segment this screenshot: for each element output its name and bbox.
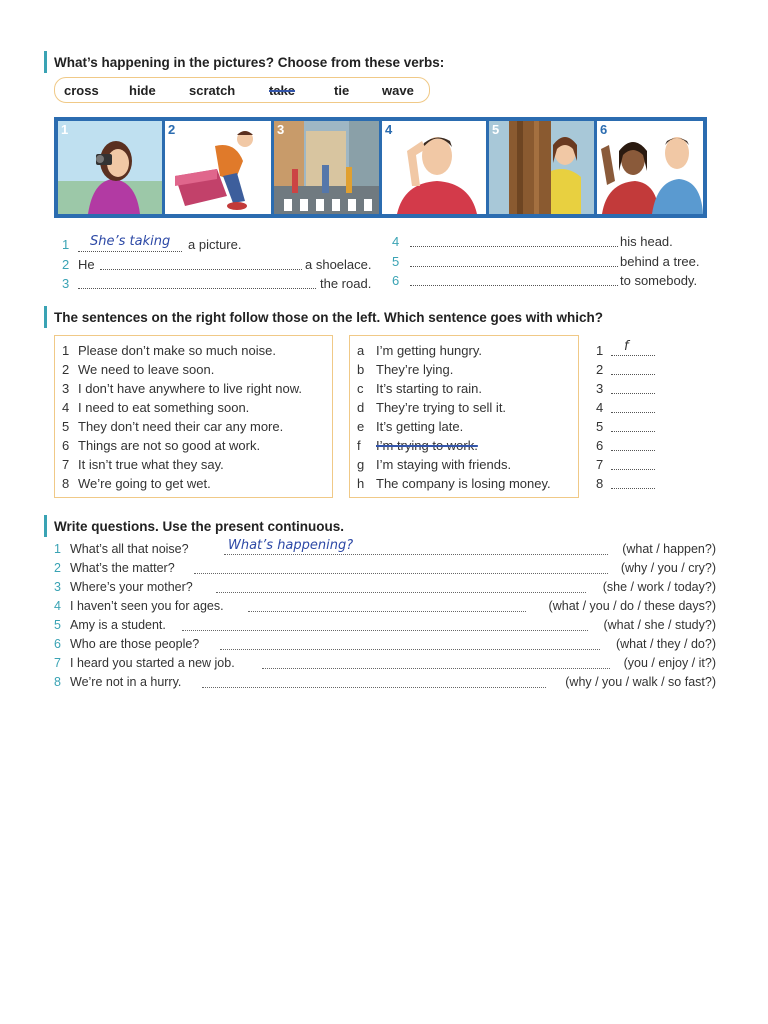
picture-number: 5 (492, 122, 500, 137)
answer-line[interactable] (220, 649, 600, 650)
sentence-number: 8 (62, 476, 70, 491)
answer-line[interactable] (78, 251, 182, 252)
answer-number: 7 (596, 457, 604, 472)
answer-line[interactable] (194, 573, 608, 574)
picture-strip (54, 117, 707, 218)
picture-number: 2 (168, 122, 176, 137)
sentence-number: 1 (62, 343, 70, 358)
question-cue: (what / she / study?) (603, 618, 716, 632)
left-sentence: I don’t have anywhere to live right now. (78, 381, 303, 396)
handwritten-answer: f (624, 339, 629, 354)
question-row (54, 675, 716, 691)
ex1-item-2-pre: He (78, 257, 95, 272)
question-row (54, 580, 716, 596)
question-cue: (why / you / cry?) (620, 561, 716, 575)
ex1-item-6: 6 (392, 273, 400, 288)
answer-line[interactable] (248, 611, 526, 612)
question-number: 6 (54, 637, 61, 651)
picture-number: 4 (385, 122, 393, 137)
ex1-item-2-post: a shoelace. (305, 257, 372, 272)
left-sentence: I need to eat something soon. (78, 400, 250, 415)
picture-number: 1 (61, 122, 69, 137)
section-marker (44, 515, 47, 537)
question-prompt: I haven’t seen you for ages. (70, 599, 224, 613)
answer-blank[interactable] (611, 412, 655, 413)
answer-line[interactable] (224, 554, 608, 555)
question-number: 8 (54, 675, 61, 689)
question-cue: (she / work / today?) (602, 580, 716, 594)
question-number: 2 (54, 561, 61, 575)
answer-line[interactable] (216, 592, 586, 593)
question-prompt: Who are those people? (70, 637, 200, 651)
picture-1 (58, 121, 162, 214)
question-row (54, 637, 716, 653)
sentence-number: 2 (62, 362, 70, 377)
right-sentence: They’re lying. (376, 362, 454, 377)
answer-line[interactable] (202, 687, 546, 688)
answer-line[interactable] (410, 266, 618, 267)
verb-hide: hide (129, 83, 156, 98)
verb-cross: cross (64, 83, 99, 98)
sentence-letter: d (357, 400, 365, 415)
picture-2 (165, 121, 271, 214)
question-number: 4 (54, 599, 61, 613)
exercise-3-heading: Write questions. Use the present continuous. (54, 519, 345, 534)
section-marker (44, 51, 47, 73)
question-cue: (why / you / walk / so fast?) (565, 675, 716, 689)
verb-tie: tie (334, 83, 350, 98)
question-cue: (you / enjoy / it?) (623, 656, 716, 670)
right-sentence: It’s starting to rain. (376, 381, 482, 396)
question-number: 1 (54, 542, 61, 556)
question-row (54, 561, 716, 577)
question-cue: (what / you / do / these days?) (548, 599, 716, 613)
handwritten-answer: She’s taking (90, 234, 171, 249)
right-sentence-crossed: I’m trying to work. (376, 438, 478, 453)
sentence-letter: e (357, 419, 365, 434)
ex1-item-2: 2 (62, 257, 70, 272)
answer-number: 2 (596, 362, 604, 377)
girl-behind-tree-illustration (489, 121, 594, 214)
answer-blank[interactable] (611, 393, 655, 394)
answer-number: 8 (596, 476, 604, 491)
answer-blank[interactable] (611, 431, 655, 432)
verb-take-crossed: take (269, 83, 296, 98)
left-sentence: Please don’t make so much noise. (78, 343, 276, 358)
right-sentence: It’s getting late. (376, 419, 464, 434)
right-sentence: They’re trying to sell it. (376, 400, 507, 415)
left-sentence: We’re going to get wet. (78, 476, 211, 491)
picture-4 (382, 121, 486, 214)
picture-number: 3 (277, 122, 285, 137)
road-crossing-illustration (274, 121, 379, 214)
question-row (54, 599, 716, 615)
answer-line[interactable] (410, 246, 618, 247)
question-prompt: Amy is a student. (70, 618, 166, 632)
left-sentence: Things are not so good at work. (78, 438, 261, 453)
sentence-letter: c (357, 381, 364, 396)
ex1-item-5-post: behind a tree. (620, 254, 700, 269)
sentence-letter: a (357, 343, 365, 358)
left-sentence: They don’t need their car any more. (78, 419, 284, 434)
man-scratching-head-illustration (382, 121, 486, 214)
question-row (54, 538, 716, 558)
ex1-item-1-post: a picture. (188, 237, 242, 252)
verb-scratch: scratch (189, 83, 236, 98)
question-row (54, 618, 716, 634)
answer-blank[interactable] (611, 488, 655, 489)
question-prompt: What’s all that noise? (70, 542, 189, 556)
ex1-item-5: 5 (392, 254, 400, 269)
ex1-item-4-post: his head. (620, 234, 673, 249)
left-sentences-box (54, 335, 333, 498)
question-prompt: We’re not in a hurry. (70, 675, 182, 689)
answer-blank[interactable] (611, 450, 655, 451)
answer-number: 5 (596, 419, 604, 434)
answer-line[interactable] (182, 630, 588, 631)
left-sentence: It isn’t true what they say. (78, 457, 224, 472)
right-sentence: I’m getting hungry. (376, 343, 482, 358)
picture-6 (597, 121, 703, 214)
answer-line[interactable] (262, 668, 610, 669)
people-waving-illustration (597, 121, 703, 214)
sentence-number: 6 (62, 438, 70, 453)
picture-3 (274, 121, 379, 214)
exercise-1-heading: What’s happening in the pictures? Choose from these verbs: (54, 55, 445, 70)
question-number: 7 (54, 656, 61, 670)
exercise-2-heading: The sentences on the right follow those on the left. Which sentence goes with which? (54, 310, 604, 325)
ex1-item-3-post: the road. (320, 276, 372, 291)
sentence-letter: b (357, 362, 365, 377)
picture-5 (489, 121, 594, 214)
answer-number: 3 (596, 381, 604, 396)
handwritten-answer: What’s happening? (228, 538, 354, 553)
picture-number: 6 (600, 122, 608, 137)
ex1-item-4: 4 (392, 234, 400, 249)
question-cue: (what / they / do?) (615, 637, 716, 651)
right-sentences-box (349, 335, 579, 498)
sentence-letter: f (357, 438, 361, 453)
question-number: 3 (54, 580, 61, 594)
ex1-item-6-post: to somebody. (620, 273, 698, 288)
answer-number: 1 (596, 343, 604, 358)
left-sentence: We need to leave soon. (78, 362, 215, 377)
question-prompt: I heard you started a new job. (70, 656, 235, 670)
verb-wave: wave (382, 83, 414, 98)
ex1-item-1: 1 (62, 237, 70, 252)
sentence-number: 4 (62, 400, 70, 415)
sentence-number: 5 (62, 419, 70, 434)
right-sentence: I’m staying with friends. (376, 457, 512, 472)
answer-line[interactable] (410, 285, 618, 286)
answer-blank[interactable] (611, 355, 655, 356)
man-shoelace-illustration (165, 121, 271, 214)
verb-box (54, 77, 430, 103)
answer-blank[interactable] (611, 374, 655, 375)
answer-number: 6 (596, 438, 604, 453)
question-row (54, 656, 716, 672)
right-sentence: The company is losing money. (376, 476, 551, 491)
section-marker (44, 306, 47, 328)
sentence-number: 7 (62, 457, 70, 472)
question-prompt: Where’s your mother? (70, 580, 193, 594)
sentence-letter: h (357, 476, 365, 491)
question-cue: (what / happen?) (622, 542, 716, 556)
woman-camera-illustration (58, 121, 162, 214)
question-number: 5 (54, 618, 61, 632)
answer-blank[interactable] (611, 469, 655, 470)
sentence-number: 3 (62, 381, 70, 396)
sentence-letter: g (357, 457, 365, 472)
question-prompt: What’s the matter? (70, 561, 175, 575)
ex1-item-3: 3 (62, 276, 70, 291)
answer-line[interactable] (78, 288, 316, 289)
answer-number: 4 (596, 400, 604, 415)
answer-line[interactable] (100, 269, 302, 270)
